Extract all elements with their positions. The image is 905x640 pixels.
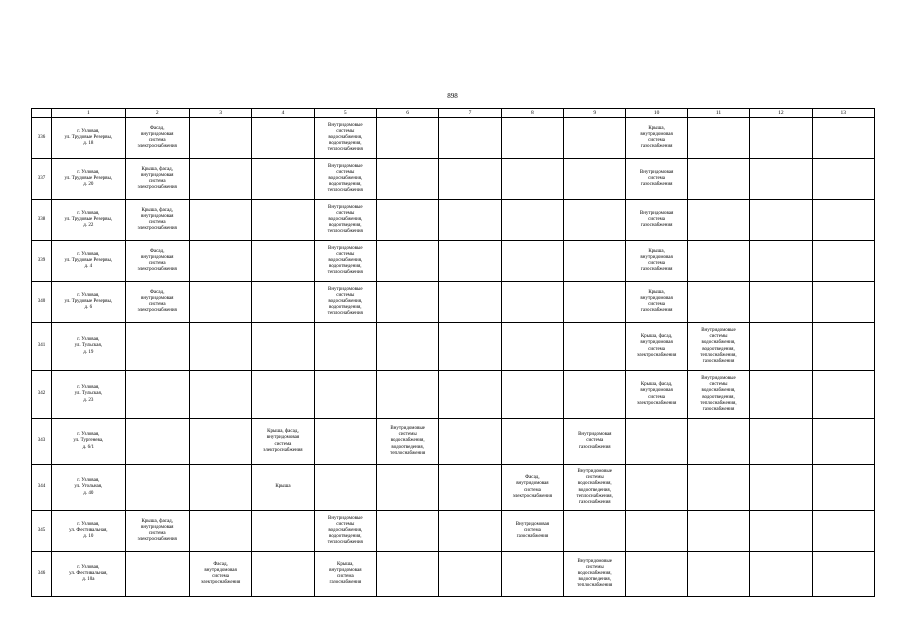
work-type-cell	[189, 118, 251, 159]
work-type-cell	[501, 200, 563, 241]
work-type-cell: Внутридомовые системы водоснабжения, водоотведения, теплоснабжения	[314, 200, 376, 241]
address-cell: г. Узловая, ул. Трудовые Резервы, д. 18	[52, 118, 125, 159]
address-cell: г. Узловая, ул. Фестивальная, д. 10	[52, 511, 125, 552]
work-type-cell	[687, 419, 749, 465]
work-type-cell: Крыша, фасад, внутридомовая система электроснабжения	[125, 511, 189, 552]
row-number-cell: 341	[32, 323, 52, 371]
work-type-cell	[501, 118, 563, 159]
work-type-cell: Фасад, внутридомовая система электроснабжения	[501, 465, 563, 511]
work-type-cell: Фасад, внутридомовая система электроснабжения	[125, 118, 189, 159]
work-type-cell	[750, 282, 812, 323]
page-number: 898	[447, 92, 458, 100]
table-row	[32, 241, 875, 282]
work-type-cell	[189, 511, 251, 552]
work-type-cell	[812, 200, 875, 241]
work-type-cell	[439, 371, 501, 419]
work-type-cell: Внутридомовые системы водоснабжения, водоотведения, теплоснабжения	[314, 282, 376, 323]
row-number-cell: 337	[32, 159, 52, 200]
work-type-cell: Внутридомовая система газоснабжения	[626, 159, 687, 200]
work-type-cell	[812, 371, 875, 419]
work-type-cell	[376, 552, 438, 597]
table-row	[32, 552, 875, 597]
row-number-cell: 346	[32, 552, 52, 597]
work-type-cell	[687, 511, 749, 552]
work-type-cell	[812, 465, 875, 511]
work-type-cell: Крыша, внутридомовая система газоснабжения	[314, 552, 376, 597]
work-type-cell	[687, 552, 749, 597]
header-cell: 8	[501, 109, 563, 118]
header-cell: 2	[125, 109, 189, 118]
work-type-cell	[252, 282, 314, 323]
work-type-cell	[439, 465, 501, 511]
table-row	[32, 465, 875, 511]
table-row	[32, 200, 875, 241]
work-type-cell: Внутридомовые системы водоснабжения, водоотведения, теплоснабжения	[314, 241, 376, 282]
table-row	[32, 371, 875, 419]
work-type-cell	[252, 511, 314, 552]
work-type-cell	[750, 159, 812, 200]
work-type-cell	[564, 241, 626, 282]
work-type-cell	[252, 552, 314, 597]
work-type-cell	[750, 241, 812, 282]
work-type-cell	[252, 159, 314, 200]
work-type-cell	[812, 282, 875, 323]
work-type-cell: Крыша, фасад, внутридомовая система электроснабжения	[125, 159, 189, 200]
work-type-cell	[812, 241, 875, 282]
work-type-cell	[189, 241, 251, 282]
work-type-cell	[750, 419, 812, 465]
work-type-cell	[189, 419, 251, 465]
work-type-cell	[189, 282, 251, 323]
work-type-cell: Крыша, внутридомовая система газоснабжения	[626, 118, 687, 159]
address-cell: г. Узловая, ул. Трудовые Резервы, д. 20	[52, 159, 125, 200]
work-type-cell	[189, 200, 251, 241]
work-type-cell	[564, 511, 626, 552]
header-cell: 13	[812, 109, 875, 118]
address-cell: г. Узловая, ул. Угольная, д. 40	[52, 465, 125, 511]
row-number-cell: 340	[32, 282, 52, 323]
header-cell: 1	[52, 109, 125, 118]
work-type-cell: Внутридомовая система газоснабжения	[626, 200, 687, 241]
table-row	[32, 282, 875, 323]
work-type-cell	[376, 241, 438, 282]
work-type-cell: Внутридомовые системы водоснабжения, водоотведения, теплоснабжения	[314, 159, 376, 200]
work-type-cell	[564, 323, 626, 371]
row-number-cell: 342	[32, 371, 52, 419]
row-number-cell: 339	[32, 241, 52, 282]
work-type-cell	[252, 118, 314, 159]
capital-repair-table	[31, 108, 875, 597]
work-type-cell	[750, 465, 812, 511]
work-type-cell	[439, 118, 501, 159]
work-type-cell	[501, 323, 563, 371]
header-cell: 10	[626, 109, 687, 118]
work-type-cell: Внутридомовая система газоснабжения	[564, 419, 626, 465]
work-type-cell	[314, 371, 376, 419]
table-body	[32, 118, 875, 597]
work-type-cell	[812, 118, 875, 159]
work-type-cell	[439, 159, 501, 200]
work-type-cell: Внутридомовые системы водоснабжения, водоотведения, теплоснабжения, газоснабжения	[687, 323, 749, 371]
work-type-cell: Фасад, внутридомовая система электроснабжения	[125, 282, 189, 323]
header-cell: 7	[439, 109, 501, 118]
work-type-cell	[626, 511, 687, 552]
work-type-cell	[376, 200, 438, 241]
header-row	[32, 109, 875, 118]
work-type-cell	[189, 371, 251, 419]
work-type-cell	[750, 371, 812, 419]
work-type-cell	[314, 465, 376, 511]
work-type-cell	[750, 118, 812, 159]
work-type-cell: Крыша, внутридомовая система газоснабжения	[626, 241, 687, 282]
work-type-cell	[252, 200, 314, 241]
work-type-cell: Фасад, внутридомовая система электроснабжения	[125, 241, 189, 282]
work-type-cell	[439, 323, 501, 371]
row-number-cell: 338	[32, 200, 52, 241]
address-cell: г. Узловая, ул. Трудовые Резервы, д. 6	[52, 282, 125, 323]
work-type-cell	[189, 323, 251, 371]
work-type-cell	[376, 323, 438, 371]
work-type-cell	[564, 200, 626, 241]
table-row	[32, 159, 875, 200]
work-type-cell	[564, 118, 626, 159]
work-type-cell: Крыша, фасад, внутридомовая система электроснабжения	[626, 323, 687, 371]
work-type-cell	[687, 159, 749, 200]
work-type-cell	[501, 552, 563, 597]
work-type-cell	[812, 511, 875, 552]
work-type-cell: Крыша, внутридомовая система газоснабжения	[626, 282, 687, 323]
row-number-cell: 336	[32, 118, 52, 159]
work-type-cell	[189, 159, 251, 200]
work-type-cell	[812, 323, 875, 371]
header-cell: 6	[376, 109, 438, 118]
work-type-cell	[501, 159, 563, 200]
table-row	[32, 419, 875, 465]
work-type-cell	[626, 419, 687, 465]
work-type-cell	[501, 371, 563, 419]
work-type-cell: Внутридомовые системы водоснабжения, водоотведения, теплоснабжения	[314, 118, 376, 159]
work-type-cell	[125, 552, 189, 597]
work-type-cell: Фасад, внутридомовая система электроснабжения	[189, 552, 251, 597]
work-type-cell: Крыша, фасад, внутридомовая система электроснабжения	[125, 200, 189, 241]
header-cell: 5	[314, 109, 376, 118]
work-type-cell	[125, 419, 189, 465]
work-type-cell	[376, 282, 438, 323]
work-type-cell: Внутридомовые системы водоснабжения, водоотведения, теплоснабжения, газоснабжения	[564, 465, 626, 511]
table-row	[32, 511, 875, 552]
table-row	[32, 323, 875, 371]
work-type-cell	[376, 465, 438, 511]
work-type-cell	[189, 465, 251, 511]
work-type-cell	[750, 511, 812, 552]
work-type-cell	[501, 419, 563, 465]
work-type-cell	[439, 241, 501, 282]
work-type-cell	[376, 371, 438, 419]
work-type-cell	[812, 552, 875, 597]
work-type-cell	[812, 159, 875, 200]
work-type-cell	[687, 200, 749, 241]
address-cell: г. Узловая, ул. Тургенева, д. 6/1	[52, 419, 125, 465]
work-type-cell	[439, 282, 501, 323]
header-cell: 11	[687, 109, 749, 118]
header-cell: 12	[750, 109, 812, 118]
work-type-cell	[687, 282, 749, 323]
row-number-cell: 345	[32, 511, 52, 552]
address-cell: г. Узловая, ул. Тульская, д. 23	[52, 371, 125, 419]
header-cell: 4	[252, 109, 314, 118]
header-cell-blank	[32, 109, 52, 118]
work-type-cell	[376, 511, 438, 552]
work-type-cell: Крыша	[252, 465, 314, 511]
row-number-cell: 343	[32, 419, 52, 465]
work-type-cell	[687, 241, 749, 282]
work-type-cell	[501, 241, 563, 282]
work-type-cell	[750, 200, 812, 241]
work-type-cell	[501, 282, 563, 323]
work-type-cell: Внутридомовые системы водоснабжения, водоотведения, теплоснабжения, газоснабжения	[687, 371, 749, 419]
work-type-cell	[439, 419, 501, 465]
row-number-cell: 344	[32, 465, 52, 511]
address-cell: г. Узловая, ул. Тульская, д. 19	[52, 323, 125, 371]
work-type-cell	[750, 552, 812, 597]
header-cell: 3	[189, 109, 251, 118]
table-row	[32, 118, 875, 159]
work-type-cell	[125, 371, 189, 419]
work-type-cell	[439, 552, 501, 597]
work-type-cell: Внутридомовые системы водоснабжения, водоотведения, теплоснабжения	[314, 511, 376, 552]
work-type-cell: Внутридомовые системы водоснабжения, водоотведения, теплоснабжения	[564, 552, 626, 597]
work-type-cell	[564, 282, 626, 323]
work-type-cell	[626, 552, 687, 597]
address-cell: г. Узловая, ул. Трудовые Резервы, д. 4	[52, 241, 125, 282]
work-type-cell	[125, 323, 189, 371]
work-type-cell: Крыша, фасад, внутридомовая система электроснабжения	[252, 419, 314, 465]
work-type-cell	[252, 241, 314, 282]
work-type-cell	[687, 118, 749, 159]
work-type-cell	[376, 118, 438, 159]
work-type-cell	[687, 465, 749, 511]
work-type-cell	[252, 323, 314, 371]
work-type-cell	[812, 419, 875, 465]
work-type-cell	[750, 323, 812, 371]
work-type-cell	[125, 465, 189, 511]
work-type-cell	[314, 419, 376, 465]
work-type-cell	[376, 159, 438, 200]
work-type-cell	[314, 323, 376, 371]
address-cell: г. Узловая, ул. Трудовые Резервы, д. 22	[52, 200, 125, 241]
work-type-cell	[439, 511, 501, 552]
address-cell: г. Узловая, ул. Фестивальная, д. 10а	[52, 552, 125, 597]
work-type-cell	[252, 371, 314, 419]
work-type-cell: Крыша, фасад, внутридомовая система электроснабжения	[626, 371, 687, 419]
work-type-cell	[564, 159, 626, 200]
work-type-cell: Внутридомовая система газоснабжения	[501, 511, 563, 552]
work-type-cell	[439, 200, 501, 241]
header-cell: 9	[564, 109, 626, 118]
work-type-cell	[626, 465, 687, 511]
work-type-cell	[564, 371, 626, 419]
work-type-cell: Внутридомовые системы водоснабжения, водоотведения, теплоснабжения	[376, 419, 438, 465]
